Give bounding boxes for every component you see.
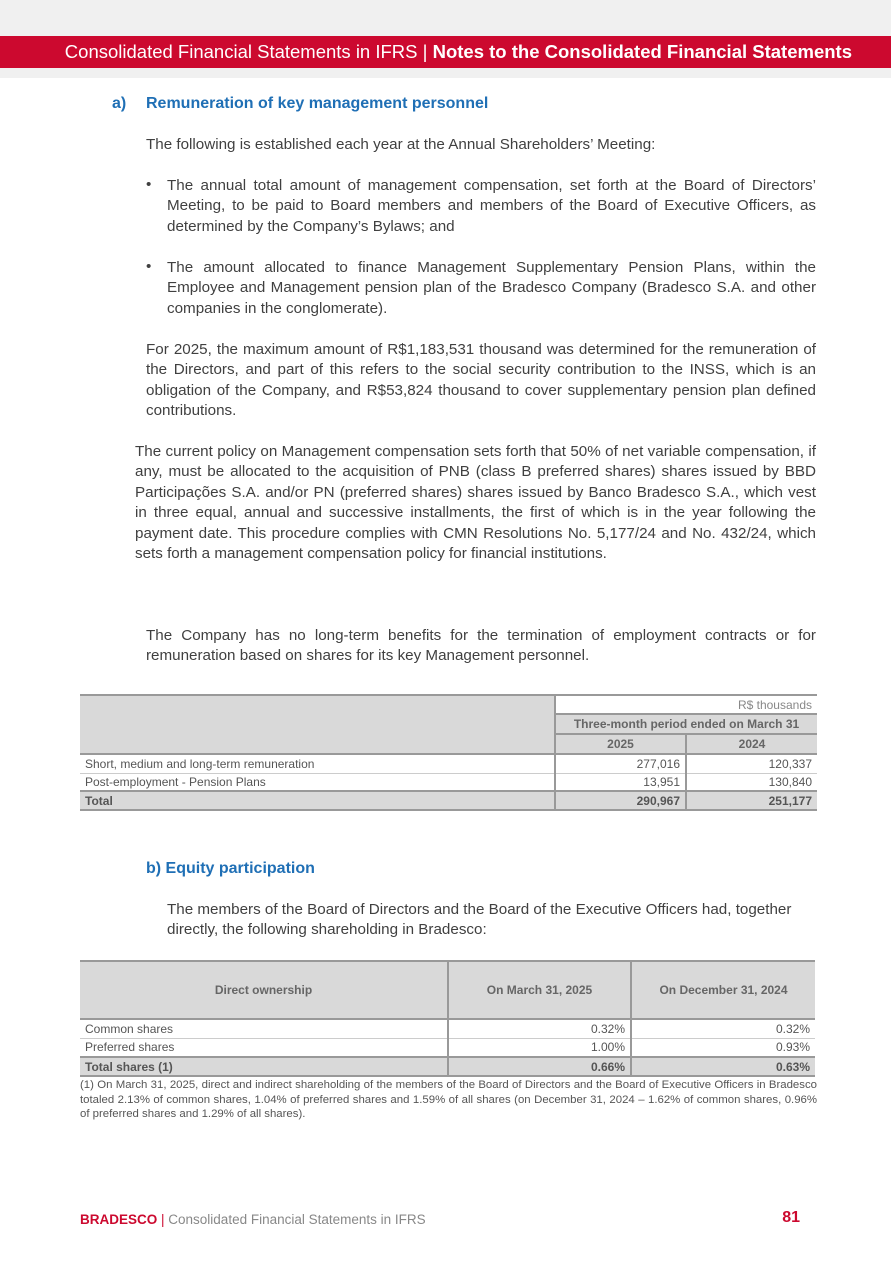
- row-label: Preferred shares: [80, 1038, 448, 1057]
- total-value-2024: 251,177: [686, 791, 817, 810]
- table1-period: Three-month period ended on March 31: [555, 714, 817, 734]
- table1-year-2024: 2024: [686, 734, 817, 754]
- total-label: Total shares (1): [80, 1057, 448, 1076]
- row-label: Common shares: [80, 1019, 448, 1038]
- row-value-2025: 13,951: [555, 773, 686, 791]
- bullet-text-1: The annual total amount of management compensation, set forth at the Board of Directors’ Meeting, to be paid to Board members and members of the Board of Executive Officers, as determined by the Company’s Bylaws; and: [167, 177, 816, 235]
- remuneration-table: [80, 694, 817, 811]
- footer-brand: BRADESCO: [80, 1212, 158, 1227]
- table-total-row: [80, 791, 817, 810]
- table1-unit: R$ thousands: [555, 695, 817, 714]
- page-number: 81: [782, 1209, 800, 1226]
- section-b-title: b) Equity participation: [146, 860, 315, 877]
- table1-year-2025: 2025: [555, 734, 686, 754]
- row-value-2024: 130,840: [768, 774, 812, 789]
- table-total-row: [80, 1057, 815, 1076]
- section-a-intro: The following is established each year at the Annual Shareholders’ Meeting:: [146, 136, 656, 153]
- footer-separator: |: [157, 1212, 169, 1227]
- footer-text: Consolidated Financial Statements in IFRS: [168, 1212, 426, 1227]
- table-row: [80, 1019, 815, 1038]
- header-underline: [0, 68, 891, 78]
- paragraph-policy: The current policy on Management compensation sets forth that 50% of net variable compensation, if any, must be allocated to the acquisition of PNB (class B preferred shares) shares issued by BBD Participações S.A. and/or PN (preferred shares) shares issued by Banco Bradesco S.A., which vest in three equal, annual and successive installments, the first of which is in the year following the payment date. This procedure complies with CMN Resolutions No. 5,177/24 and No. 432/24, which sets forth a management compensation policy for financial institutions.: [135, 443, 816, 563]
- table-row: [80, 1038, 815, 1057]
- top-margin: [0, 0, 891, 36]
- page-header: [0, 36, 891, 68]
- row-value-dec: 0.32%: [631, 1019, 815, 1038]
- page-footer: [80, 1212, 426, 1227]
- row-label: Short, medium and long-term remuneration: [80, 754, 555, 773]
- total-value-mar: 0.66%: [448, 1057, 631, 1076]
- section-b-text: The members of the Board of Directors and the Board of the Executive Officers had, together directly, the following shareholding in Bradesco:: [167, 901, 792, 939]
- total-value-dec: 0.63%: [631, 1057, 815, 1076]
- table2-header-mar: On March 31, 2025: [448, 961, 631, 1019]
- row-value-2025: 277,016: [555, 754, 686, 773]
- table1-header-blank: [80, 695, 555, 754]
- section-a-title: Remuneration of key management personnel: [146, 95, 489, 112]
- table2-footnote: (1) On March 31, 2025, direct and indirect shareholding of the members of the Board of Directors and the Board of Executive Officers in Bradesco totaled 2.13% of common shares, 1.04% of preferred shares and 1.59% of all shares (on December 31, 2024 – 1.62% of common shares, 0.96% of preferred shares and 1.29% of all shares).: [80, 1079, 817, 1120]
- equity-table: [80, 960, 815, 1077]
- total-value-2025: 290,967: [555, 791, 686, 810]
- row-value-mar: 0.32%: [448, 1019, 631, 1038]
- bullet-dot-2: •: [146, 258, 152, 275]
- bullet-dot-1: •: [146, 176, 152, 193]
- row-label: Post-employment - Pension Plans: [80, 773, 555, 791]
- header-separator: |: [417, 41, 433, 62]
- paragraph-2025: For 2025, the maximum amount of R$1,183,531 thousand was determined for the remuneration of the Directors, and part of this refers to the social security contribution to the INSS, which is an obligation of the Company, and R$53,824 thousand to cover supplementary pension plan defined contributions.: [146, 341, 816, 420]
- table-row: [80, 754, 817, 773]
- total-label: Total: [80, 791, 555, 810]
- row-value-mar: 1.00%: [448, 1038, 631, 1057]
- section-a-letter: a): [112, 95, 127, 112]
- table2-header-dec: On December 31, 2024: [631, 961, 815, 1019]
- row-value-dec: 0.93%: [775, 1040, 810, 1055]
- bullet-text-2: The amount allocated to finance Management Supplementary Pension Plans, within the Employee and Management pension plan of the Bradesco Company (Bradesco S.A. and other companies in the conglomerate).: [167, 259, 816, 317]
- row-value-2024: 120,337: [686, 754, 817, 773]
- header-right: Notes to the Consolidated Financial Statements: [432, 41, 852, 62]
- header-left: Consolidated Financial Statements in IFRS: [64, 41, 418, 62]
- table2-header-ownership: Direct ownership: [80, 961, 448, 1019]
- table-row: [80, 773, 817, 791]
- paragraph-no-benefits: The Company has no long-term benefits for the termination of employment contracts or for remuneration based on shares for its key Management personnel.: [146, 627, 816, 665]
